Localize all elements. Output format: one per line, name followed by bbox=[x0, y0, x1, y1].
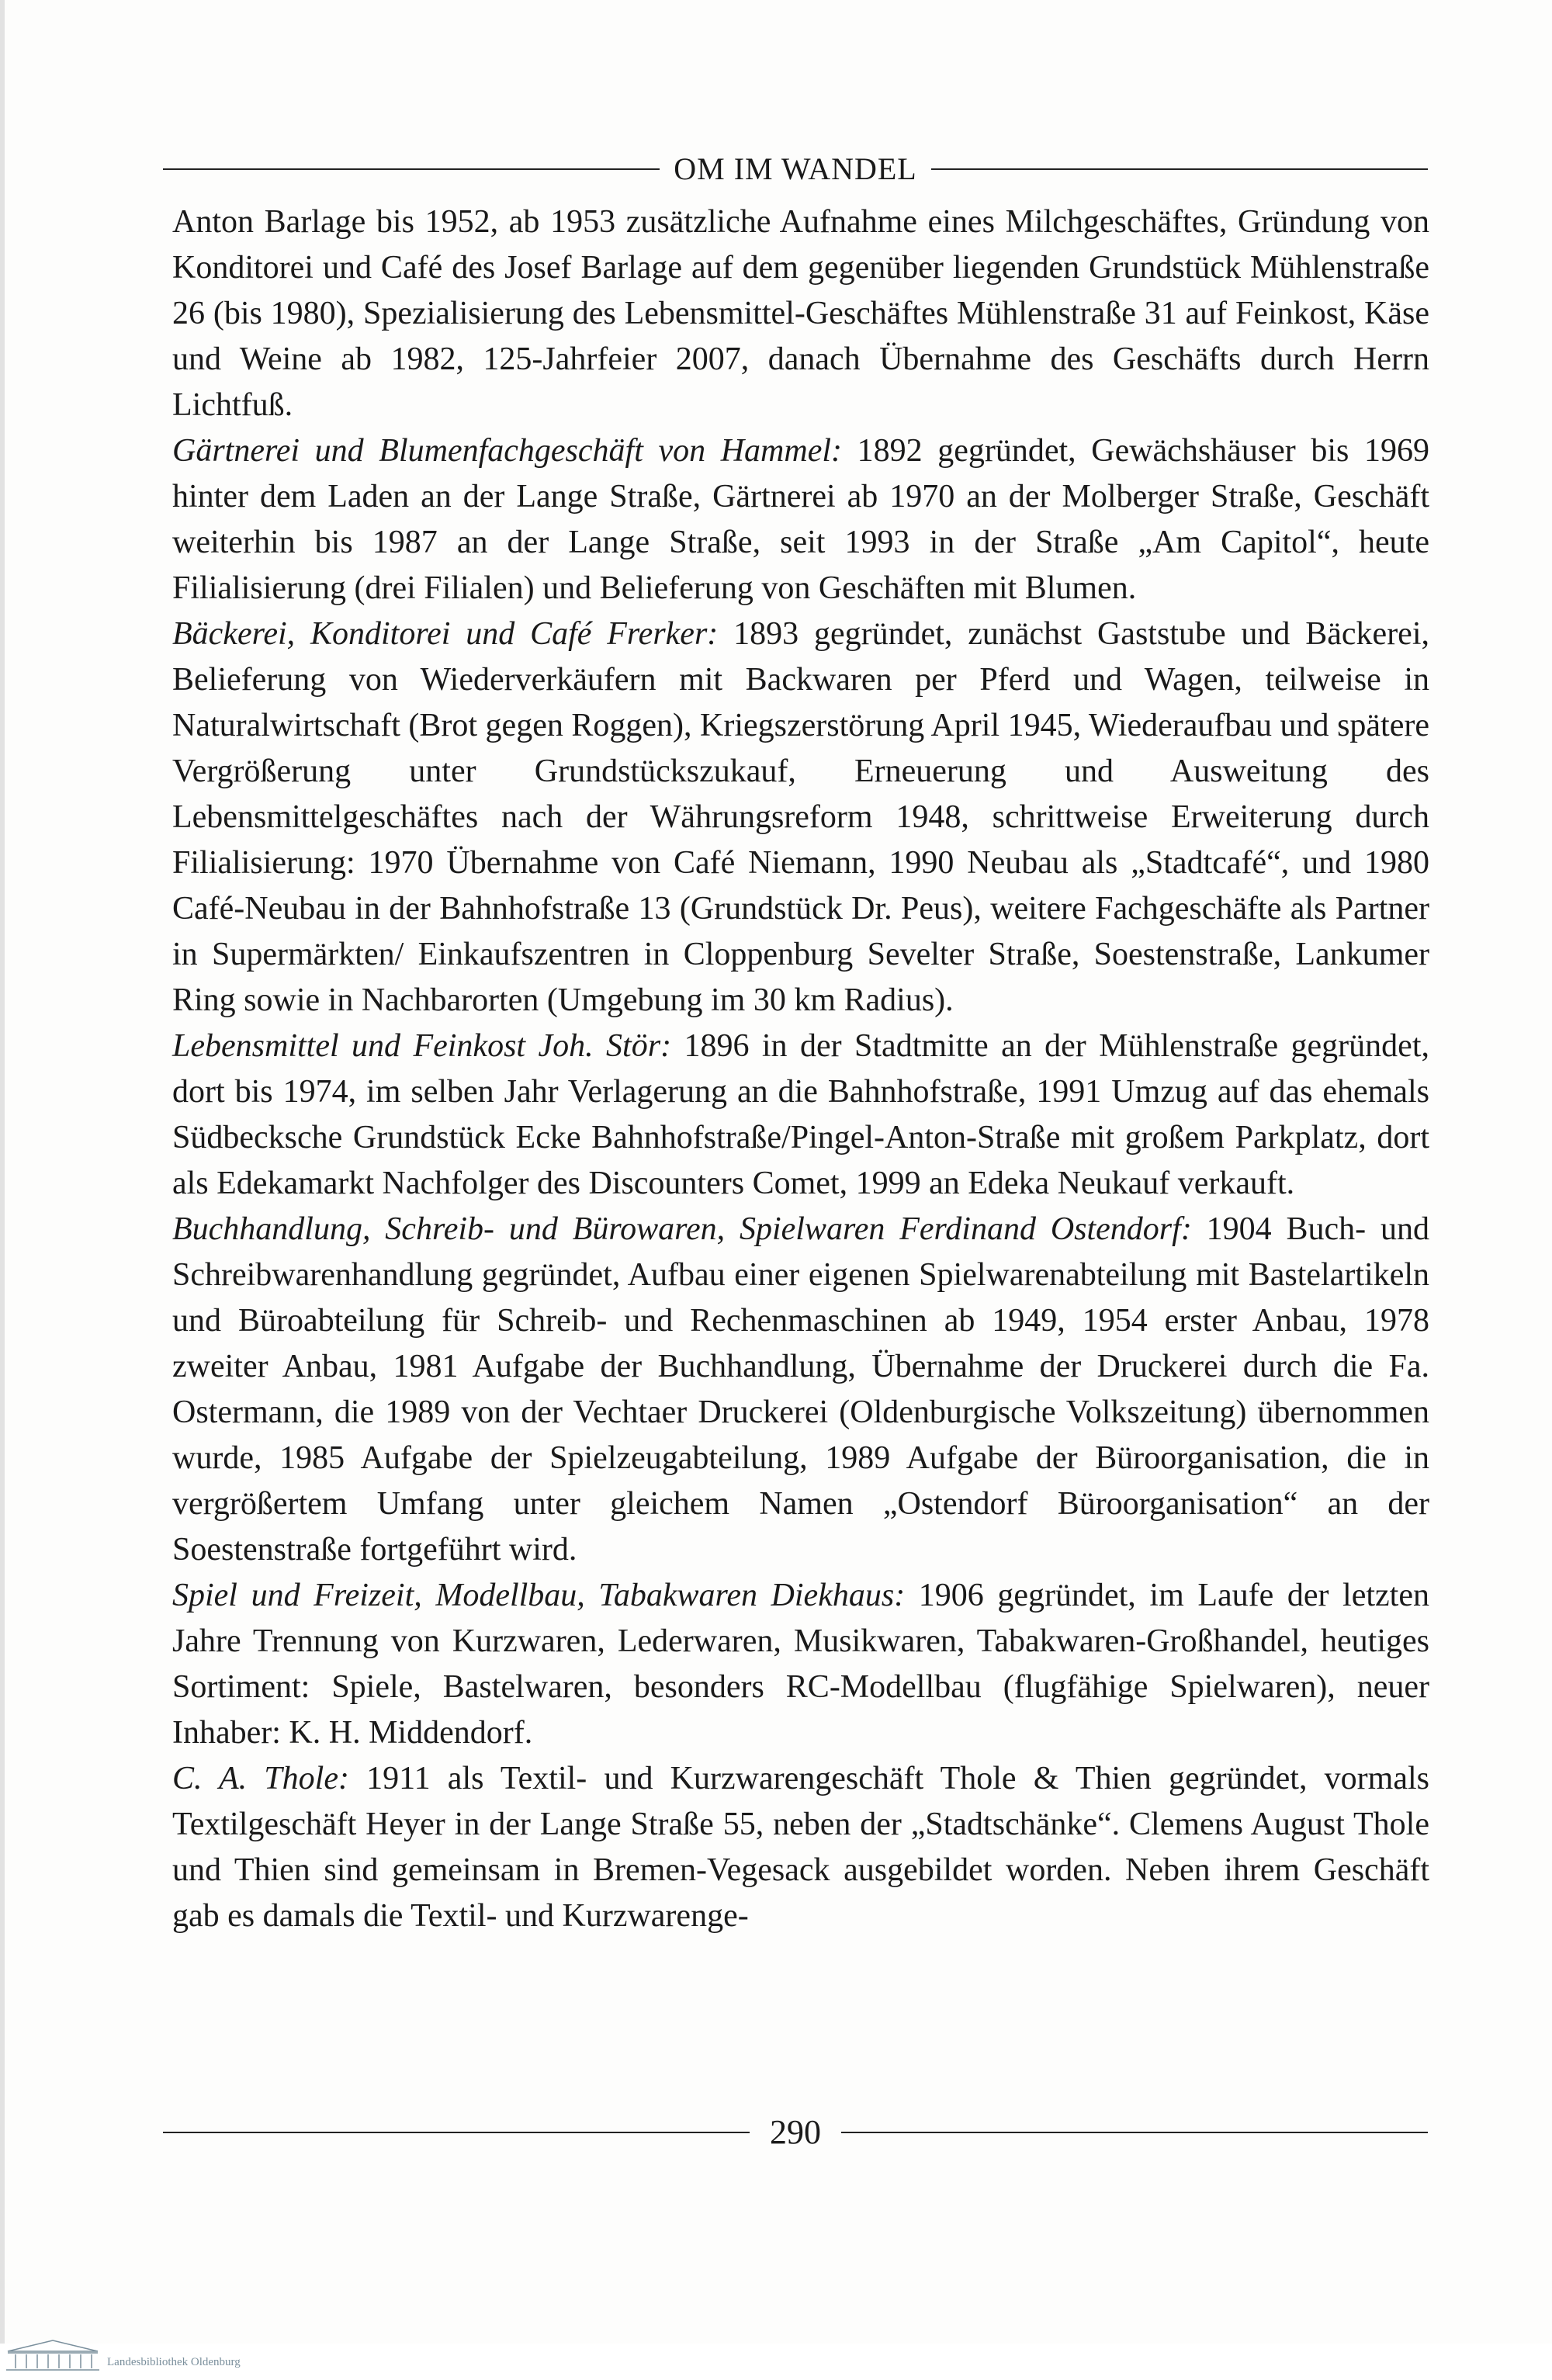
entry-lead: Bäckerei, Konditorei und Café Frerker: bbox=[172, 616, 719, 652]
footer-rule-right bbox=[841, 2132, 1428, 2133]
page-number: 290 bbox=[770, 2113, 821, 2151]
entry-lead: Buchhandlung, Schreib- und Bürowaren, Spielwaren Ferdinand Ostendorf: bbox=[172, 1211, 1192, 1247]
entry-hammel bbox=[172, 428, 1429, 611]
entry-text: 1911 als Textil- und Kurzwarengeschäft Thole & Thien gegründet, vormals Textilgeschäft Heyer in der Lange Straße 55, neben der „Stadtschänke“. Clemens August Thole und Thien sind gemeinsam in Bremen-Vegesack ausgebildet worden. Neben ihrem Geschäft gab es damals die Textil- und Kurzwarenge- bbox=[172, 1761, 1429, 1934]
entry-ostendorf bbox=[172, 1207, 1429, 1573]
entry-text: 1906 gegründet, im Laufe der letzten Jahre Trennung von Kurzwaren, Lederwaren, Musikwaren, Tabakwaren-Großhandel, heutiges Sortiment: Spiele, Bastelwaren, besonders RC-Modellbau (flugfähige Spielwaren), neuer Inhaber: K. H. Middendorf. bbox=[172, 1578, 1429, 1751]
entry-thole bbox=[172, 1756, 1429, 1939]
entry-diekhaus bbox=[172, 1573, 1429, 1756]
folio bbox=[163, 2115, 1428, 2150]
footer-rule-left bbox=[163, 2132, 750, 2133]
running-head bbox=[163, 151, 1428, 186]
header-rule-right bbox=[931, 168, 1428, 170]
entry-barlage bbox=[172, 199, 1429, 428]
body-text bbox=[172, 199, 1429, 1939]
entry-frerker bbox=[172, 611, 1429, 1024]
entry-text: 1893 gegründet, zunächst Gaststube und Bäckerei, Belieferung von Wiederverkäufern mit Backwaren per Pferd und Wagen, teilweise in Naturalwirtschaft (Brot gegen Roggen), Kriegszerstörung April 1945, Wiederaufbau und spätere Vergrößerung unter Grundstückszukauf, Erneuerung und Ausweitung des Lebensmittelgeschäftes nach der Währungsreform 1948, schrittweise Erweiterung durch Filialisierung: 1970 Übernahme von Café Niemann, 1990 Neubau als „Stadtcafé“, und 1980 Café-Neubau in der Bahnhofstraße 13 (Grundstück Dr. Peus), weitere Fachgeschäfte als Partner in Supermärkten/ Einkaufszentren in Cloppenburg Sevelter Straße, Soestenstraße, Lankumer Ring sowie in Nachbarorten (Umgebung im 30 km Radius). bbox=[172, 616, 1429, 1018]
entry-lead: Gärtnerei und Blumenfachgeschäft von Hammel: bbox=[172, 433, 842, 469]
header-rule-left bbox=[163, 168, 660, 170]
entry-text: 1892 gegründet, Gewächshäuser bis 1969 hinter dem Laden an der Lange Straße, Gärtnerei ab 1970 an der Molberger Straße, Geschäft weiterhin bis 1987 an der Lange Straße, seit 1993 in der Straße „Am Capitol“, heute Filialisierung (drei Filialen) und Belieferung von Geschäften mit Blumen. bbox=[172, 433, 1430, 606]
library-name: Landesbibliothek Oldenburg bbox=[107, 2356, 241, 2368]
entry-lead: Lebensmittel und Feinkost Joh. Stör: bbox=[172, 1028, 672, 1064]
entry-text: 1896 in der Stadtmitte an der Mühlenstraße gegründet, dort bis 1974, im selben Jahr Verlagerung an die Bahnhofstraße, 1991 Umzug auf das ehemals Südbecksche Grundstück Ecke Bahnhofstraße/Pingel-Anton-Straße mit großem Parkplatz, dort als Edekamarkt Nachfolger des Discounters Comet, 1999 an Edeka Neukauf verkauft. bbox=[172, 1028, 1429, 1201]
entry-lead: Spiel und Freizeit, Modellbau, Tabakwaren Diekhaus: bbox=[172, 1578, 906, 1613]
running-title: OM IM WANDEL bbox=[674, 151, 917, 186]
page-edge bbox=[0, 0, 5, 2380]
entry-text: 1904 Buch- und Schreibwarenhandlung gegründet, Aufbau einer eigenen Spielwarenabteilung mit Bastelartikeln und Büroabteilung für Schreib- und Rechenmaschinen ab 1949, 1954 erster Anbau, 1978 zweiter Anbau, 1981 Aufgabe der Buchhandlung, Übernahme der Druckerei durch die Fa. Ostermann, die 1989 von der Vechtaer Druckerei (Oldenburgische Volkszeitung) übernommen wurde, 1985 Aufgabe der Spielzeugabteilung, 1989 Aufgabe der Büroorganisation, die in vergrößertem Umfang unter gleichem Namen „Ostendorf Büroorganisation“ an der Soestenstraße fortgeführt wird. bbox=[172, 1211, 1429, 1568]
entry-lead: C. A. Thole: bbox=[172, 1761, 349, 1796]
library-building-icon bbox=[5, 2337, 101, 2371]
entry-stoer bbox=[172, 1024, 1429, 1207]
entry-text: Anton Barlage bis 1952, ab 1953 zusätzliche Aufnahme eines Milchgeschäftes, Gründung von Konditorei und Café des Josef Barlage auf dem gegenüber liegenden Grundstück Mühlenstraße 26 (bis 1980), Spezialisierung des Lebensmittel-Geschäftes Mühlenstraße 31 auf Feinkost, Käse und Weine ab 1982, 125-Jahrfeier 2007, danach Übernahme des Geschäfts durch Herrn Lichtfuß. bbox=[172, 204, 1429, 423]
